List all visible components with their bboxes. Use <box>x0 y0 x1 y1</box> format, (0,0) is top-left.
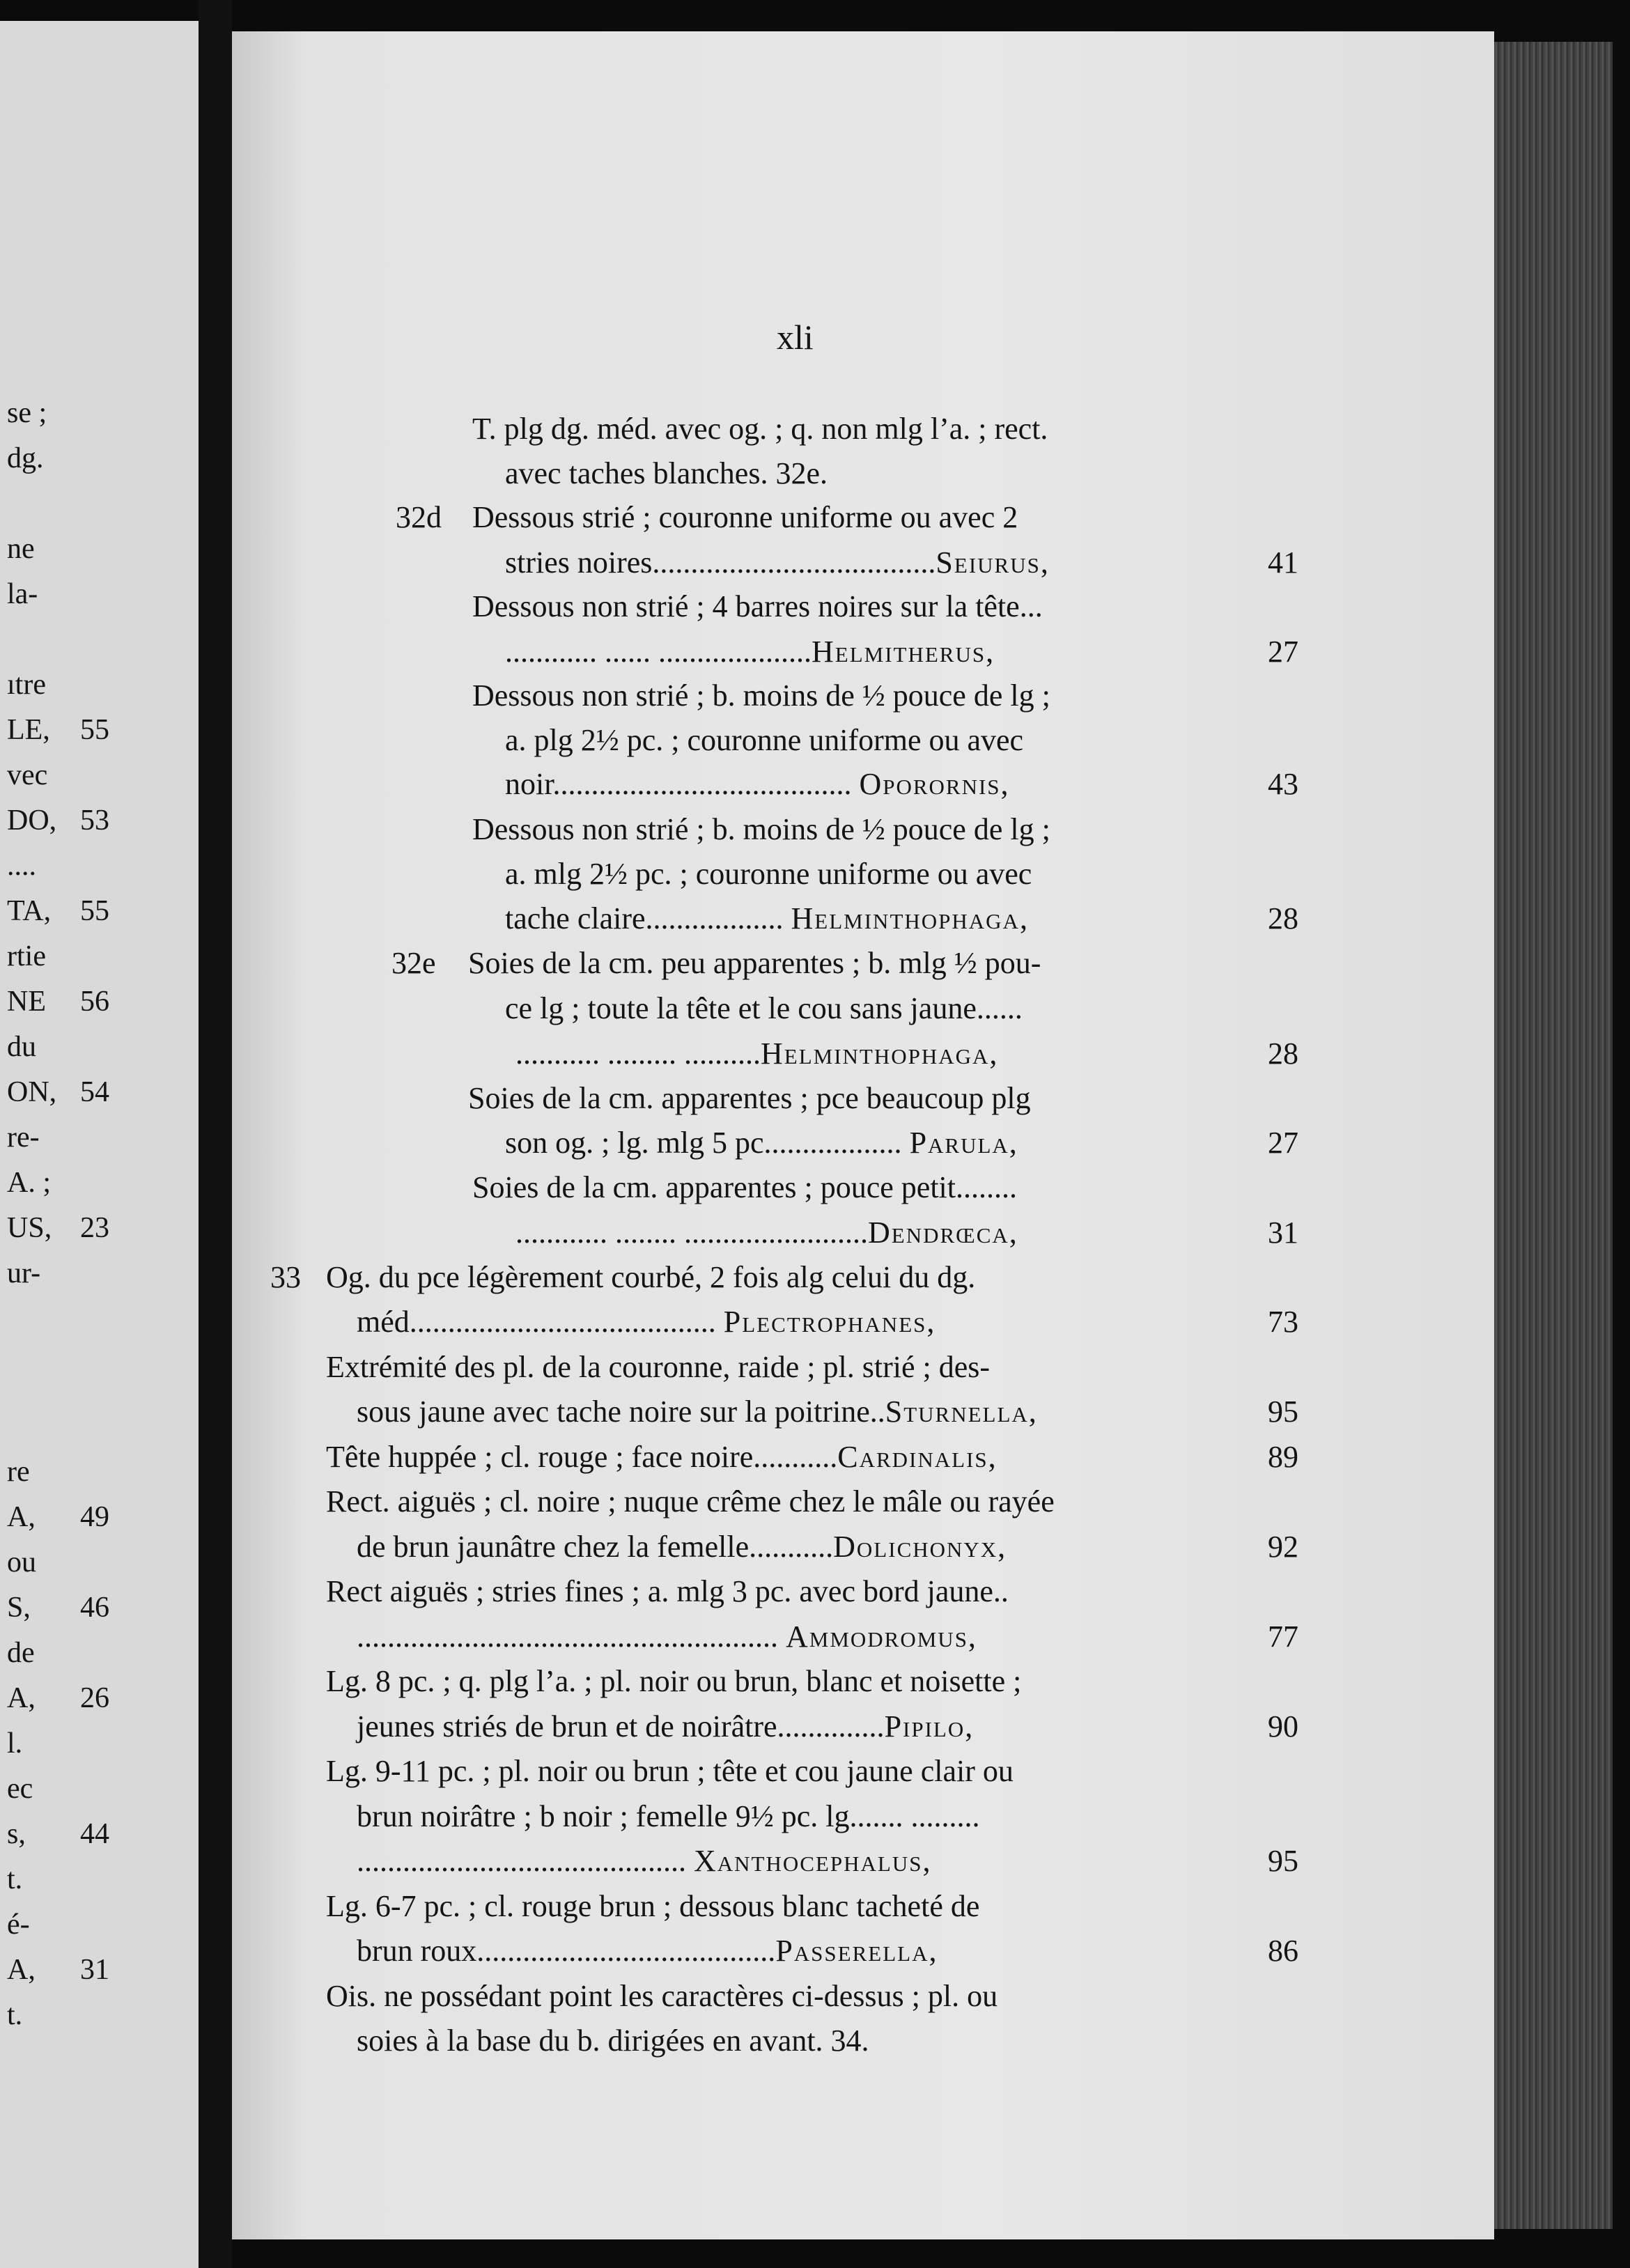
genus-name: Seiurus, <box>936 545 1050 580</box>
book-gutter <box>199 0 232 2268</box>
left-page-fragment: A, <box>7 1501 36 1533</box>
line-text: ....................................................... <box>357 1620 786 1654</box>
left-page-fragment: s, <box>7 1818 26 1850</box>
key-line <box>357 2021 869 2060</box>
left-page-fragment: ur- <box>7 1257 41 1289</box>
genus-name: Helmitherus, <box>812 635 995 669</box>
key-line <box>472 410 1048 449</box>
key-line <box>515 1034 998 1073</box>
genus-name: Helminthophaga, <box>791 901 1029 935</box>
line-text: noir....................................... <box>505 767 860 801</box>
page-reference: 95 <box>1268 1395 1298 1429</box>
line-text: soies à la base du b. dirigées en avant. 34. <box>357 2024 869 2058</box>
page-reference: 86 <box>1268 1934 1298 1968</box>
page-edge <box>1494 42 1613 2229</box>
left-page-number: 23 <box>80 1212 109 1244</box>
line-text: son og. ; lg. mlg 5 pc.................. <box>505 1126 910 1160</box>
genus-name: Passerella, <box>775 1934 938 1968</box>
key-line <box>357 1797 979 1836</box>
key-line <box>326 1977 998 2016</box>
key-line <box>326 1662 1021 1701</box>
key-line <box>472 587 1043 626</box>
line-text: Rect. aiguës ; cl. noire ; nuque crême chez le mâle ou rayée <box>326 1484 1055 1519</box>
line-text: ............ ........ ........................ <box>515 1215 868 1250</box>
key-line <box>505 543 1050 582</box>
line-text: avec taches blanches. 32e. <box>505 456 828 490</box>
left-page-number: 55 <box>80 714 109 746</box>
genus-name: Helminthophaga, <box>761 1036 999 1071</box>
key-couplet-number: 32d <box>396 500 442 534</box>
key-line <box>326 1752 1014 1791</box>
line-text: Dessous non strié ; b. moins de ½ pouce de lg ; <box>472 678 1050 713</box>
key-line <box>505 1124 1018 1163</box>
key-line <box>468 1079 1031 1118</box>
left-page-number: 44 <box>80 1818 109 1850</box>
page-reference: 28 <box>1268 901 1298 935</box>
left-page-fragment: ou <box>7 1546 36 1578</box>
genus-name: Plectrophanes, <box>723 1305 936 1339</box>
line-text: Soies de la cm. peu apparentes ; b. mlg ½ pou- <box>468 946 1041 980</box>
left-page-fragment: US, <box>7 1212 52 1244</box>
genus-name: Parula, <box>909 1126 1018 1160</box>
page-reference: 28 <box>1268 1036 1298 1071</box>
left-page <box>0 21 205 2268</box>
line-text: Dessous non strié ; 4 barres noires sur la tête... <box>472 589 1043 623</box>
line-text: méd........................................ <box>357 1305 724 1339</box>
line-text: Extrémité des pl. de la couronne, raide ; pl. strié ; des- <box>326 1350 991 1384</box>
line-text: Lg. 6-7 pc. ; cl. rouge brun ; dessous blanc tacheté de <box>326 1889 980 1923</box>
line-text: T. plg dg. méd. avec og. ; q. non mlg l’a. ; rect. <box>472 412 1048 446</box>
left-page-fragment: TA, <box>7 895 52 927</box>
key-line <box>326 1572 1009 1611</box>
left-page-fragment: ON, <box>7 1076 57 1108</box>
page-reference: 73 <box>1268 1305 1298 1339</box>
line-text: jeunes striés de brun et de noirâtre.............. <box>357 1709 885 1743</box>
line-text: a. plg 2½ pc. ; couronne uniforme ou avec <box>505 723 1024 757</box>
left-page-fragment: dg. <box>7 442 44 474</box>
left-page-number: 55 <box>80 895 109 927</box>
line-text: Og. du pce légèrement courbé, 2 fois alg celui du dg. <box>326 1260 976 1294</box>
key-line <box>357 1932 938 1971</box>
left-page-number: 26 <box>80 1682 109 1714</box>
key-couplet-number: 32e <box>391 946 436 980</box>
left-page-fragment: A, <box>7 1954 36 1986</box>
line-text: brun roux....................................... <box>357 1934 776 1968</box>
left-page-fragment: rtie <box>7 940 46 972</box>
page-reference: 31 <box>1268 1215 1298 1250</box>
line-text: Dessous non strié ; b. moins de ½ pouce de lg ; <box>472 812 1050 846</box>
line-text: ........... ......... .......... <box>515 1036 761 1071</box>
line-text: ........................................... <box>357 1844 694 1878</box>
left-page-fragment: é- <box>7 1909 30 1941</box>
genus-name: Sturnella, <box>885 1395 1038 1429</box>
left-page-fragment: re <box>7 1456 30 1488</box>
key-line <box>505 855 1032 894</box>
line-text: a. mlg 2½ pc. ; couronne uniforme ou avec <box>505 857 1032 891</box>
key-line <box>357 1303 936 1342</box>
genus-name: Xanthocephalus, <box>694 1844 932 1878</box>
line-text: ce lg ; toute la tête et le cou sans jaune...... <box>505 991 1023 1025</box>
key-line <box>357 1617 977 1656</box>
key-line <box>468 944 1041 983</box>
page-reference: 77 <box>1268 1620 1298 1654</box>
left-page-fragment: .... <box>7 850 36 882</box>
genus-name: Pipilo, <box>884 1709 975 1743</box>
line-text: Lg. 8 pc. ; q. plg l’a. ; pl. noir ou brun, blanc et noisette ; <box>326 1664 1022 1698</box>
line-text: de brun jaunâtre chez la femelle........... <box>357 1530 834 1564</box>
key-line <box>326 1438 998 1477</box>
left-page-number: 46 <box>80 1592 109 1624</box>
left-page-fragment: de <box>7 1637 35 1669</box>
line-text: tache claire.................. <box>505 901 791 935</box>
page-reference: 95 <box>1268 1844 1298 1878</box>
key-line <box>472 810 1050 849</box>
left-page-fragment: ec <box>7 1773 33 1805</box>
left-page-fragment: se ; <box>7 397 47 429</box>
left-page-fragment: ıtre <box>7 669 46 701</box>
key-line <box>472 498 1018 537</box>
key-line <box>357 1707 974 1746</box>
key-line <box>326 1348 990 1387</box>
line-text: stries noires..................................... <box>505 545 936 580</box>
key-line <box>357 1842 931 1881</box>
page-reference: 89 <box>1268 1440 1298 1474</box>
line-text: Ois. ne possédant point les caractères ci-dessus ; pl. ou <box>326 1979 998 2013</box>
key-line <box>357 1528 1007 1567</box>
left-page-fragment: l. <box>7 1727 23 1760</box>
left-page-number: 54 <box>80 1076 109 1108</box>
left-page-fragment: A. ; <box>7 1167 51 1199</box>
line-text: Soies de la cm. apparentes ; pouce petit........ <box>472 1170 1017 1204</box>
left-page-number: 49 <box>80 1501 109 1533</box>
key-line <box>515 1213 1018 1252</box>
left-page-fragment: la- <box>7 578 38 610</box>
left-page-fragment: du <box>7 1031 36 1063</box>
key-line <box>505 899 1029 938</box>
line-text: sous jaune avec tache noire sur la poitrine.. <box>357 1395 885 1429</box>
key-couplet-number: 33 <box>270 1260 301 1294</box>
key-line <box>505 454 828 493</box>
key-line <box>326 1482 1055 1521</box>
genus-name: Dendrœca, <box>868 1215 1018 1250</box>
key-line <box>505 721 1023 760</box>
left-page-fragment: S, <box>7 1592 31 1624</box>
left-page-fragment: vec <box>7 759 48 791</box>
left-page-fragment: NE <box>7 986 46 1018</box>
key-line <box>357 1392 1038 1431</box>
key-line <box>505 632 995 671</box>
genus-name: Oporornis, <box>859 767 1010 801</box>
page-reference: 27 <box>1268 635 1298 669</box>
page-reference: 90 <box>1268 1709 1298 1743</box>
key-line <box>472 1168 1017 1207</box>
line-text: brun noirâtre ; b noir ; femelle 9½ pc. lg....... ......... <box>357 1799 980 1833</box>
line-text: Soies de la cm. apparentes ; pce beaucoup plg <box>468 1081 1031 1115</box>
line-text: Rect aiguës ; stries fines ; a. mlg 3 pc. avec bord jaune.. <box>326 1574 1009 1608</box>
line-text: ............ ...... .................... <box>505 635 812 669</box>
key-line <box>505 989 1023 1028</box>
page-reference: 92 <box>1268 1530 1298 1564</box>
line-text: Tête huppée ; cl. rouge ; face noire........... <box>326 1440 838 1474</box>
genus-name: Cardinalis, <box>837 1440 998 1474</box>
key-line <box>326 1887 979 1926</box>
page-number: xli <box>777 318 814 357</box>
left-page-number: 56 <box>80 986 109 1018</box>
line-text: Lg. 9-11 pc. ; pl. noir ou brun ; tête et cou jaune clair ou <box>326 1754 1014 1788</box>
page-reference: 27 <box>1268 1126 1298 1160</box>
key-line <box>472 676 1050 715</box>
key-line <box>326 1258 975 1297</box>
key-line <box>505 765 1010 804</box>
left-page-fragment: ne <box>7 533 35 565</box>
left-page-fragment: t. <box>7 1999 23 2031</box>
left-page-fragment: t. <box>7 1863 23 1895</box>
genus-name: Dolichonyx, <box>833 1530 1007 1564</box>
page-reference: 43 <box>1268 767 1298 801</box>
left-page-fragment: re- <box>7 1121 40 1154</box>
left-page-number: 53 <box>80 805 109 837</box>
left-page-fragment: A, <box>7 1682 36 1714</box>
left-page-number: 31 <box>80 1954 109 1986</box>
left-page-fragment: LE, <box>7 714 50 746</box>
line-text: Dessous strié ; couronne uniforme ou avec 2 <box>472 500 1018 534</box>
genus-name: Ammodromus, <box>786 1620 977 1654</box>
left-page-fragment: DO, <box>7 805 57 837</box>
page-reference: 41 <box>1268 545 1298 580</box>
